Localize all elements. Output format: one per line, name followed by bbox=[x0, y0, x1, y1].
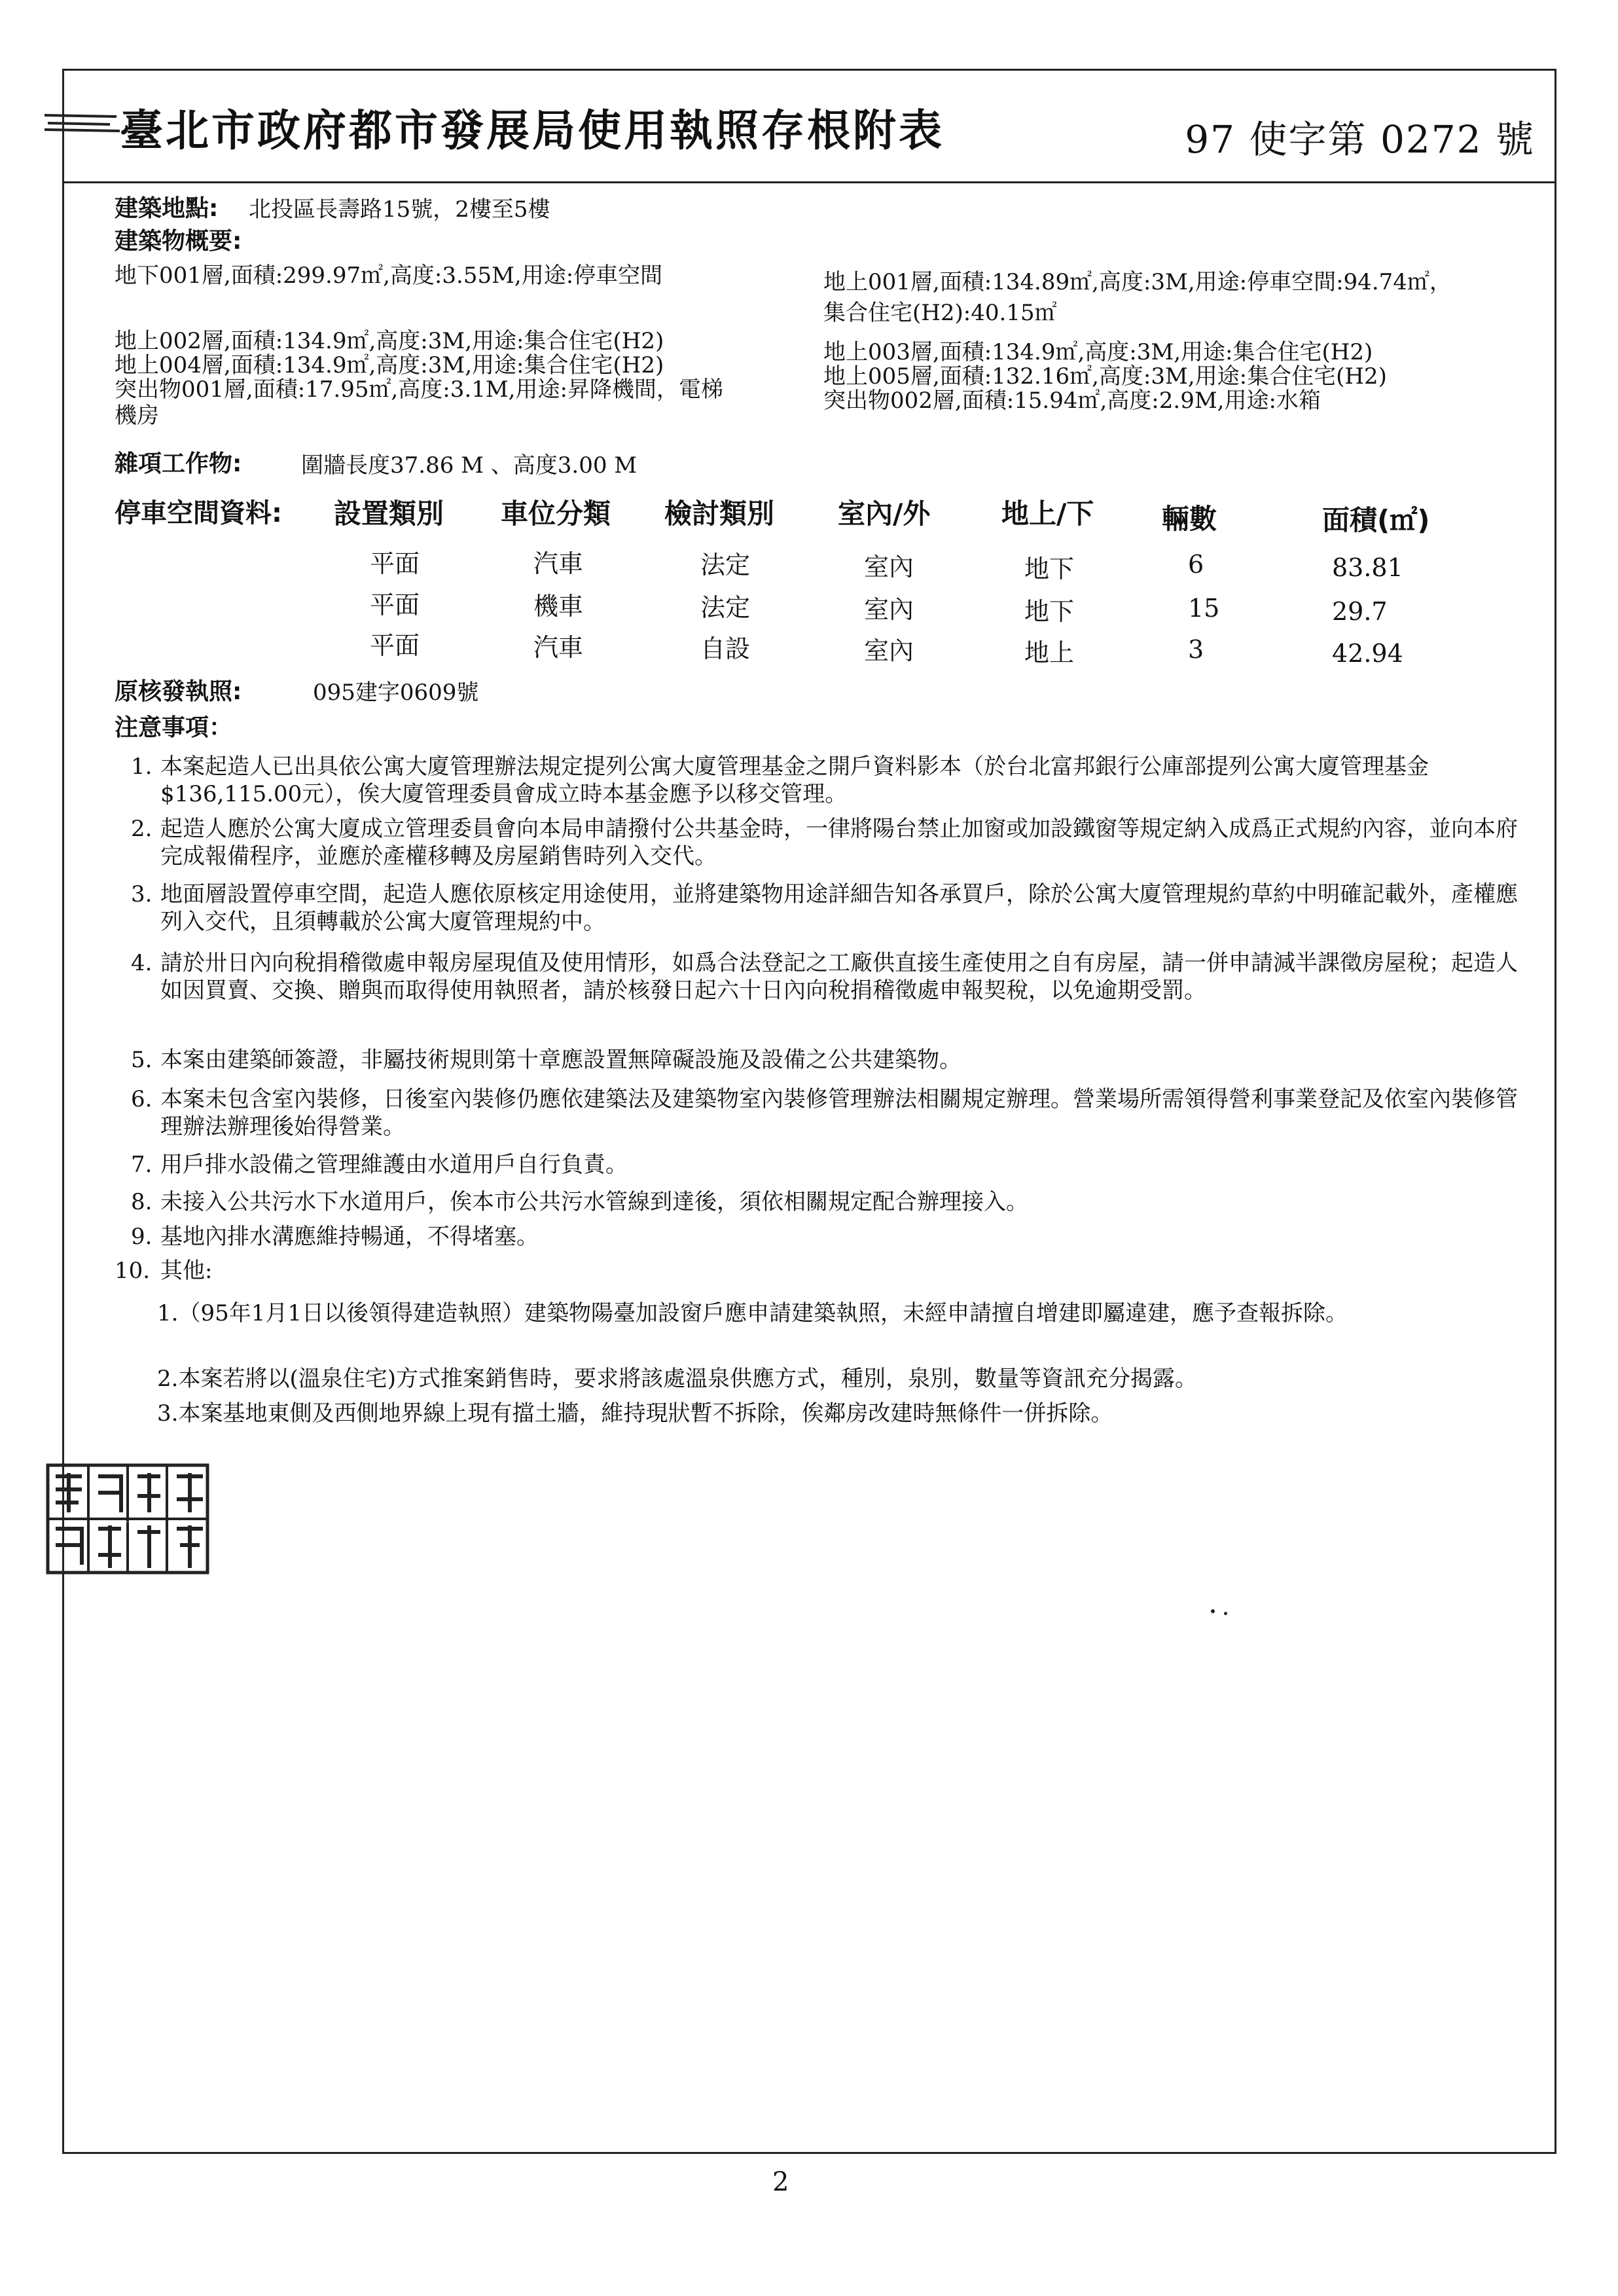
note-number: 6. bbox=[131, 1086, 153, 1112]
overview-left-line: 地下001層,面積:299.97㎡,高度:3.55M,用途:停車空間 bbox=[115, 263, 663, 289]
overview-right-line: 地上005層,面積:132.16㎡,高度:3M,用途:集合住宅(H2) bbox=[823, 363, 1387, 390]
overview-right-line: 地上003層,面積:134.9㎡,高度:3M,用途:集合住宅(H2) bbox=[823, 339, 1373, 365]
parking-cell: 室內 bbox=[864, 553, 914, 581]
note-text: 本案起造人已出具依公寓大廈管理辦法規定提列公寓大廈管理基金之開戶資料影本（於台北富邦銀行公庫部提列公寓大廈管理基金$136,115.00元），俟大廈管理委員會成立時本基金應予以移交管理。 bbox=[160, 754, 1429, 807]
permit-number: 97 使字第 0272 號 bbox=[1185, 117, 1535, 162]
parking-cell: 地上 bbox=[1024, 638, 1075, 667]
overview-label: 建築物概要: bbox=[115, 228, 242, 255]
note-text: 本案未包含室內裝修，日後室內裝修仍應依建築法及建築物室內裝修管理辦法相關規定辦理。營業場所需領得營利事業登記及依室內裝修管理辦法辦理後始得營業。 bbox=[160, 1086, 1518, 1140]
note-item bbox=[131, 1188, 1538, 1217]
document-title: 臺北市政府都市發展局使用執照存根附表 bbox=[120, 105, 944, 156]
note-text: 起造人應於公寓大廈成立管理委員會向本局申請撥付公共基金時，一律將陽台禁止加窗或加設鐵窗等規定納入成爲正式規約內容，並向本府完成報備程序，並應於產權移轉及房屋銷售時列入交代。 bbox=[160, 816, 1518, 869]
note-item bbox=[131, 1085, 1538, 1143]
parking-header: 設置類別 bbox=[334, 498, 444, 530]
scribble-mark-icon bbox=[45, 110, 123, 136]
parking-header: 地上/下 bbox=[1001, 498, 1094, 530]
parking-cell: 室內 bbox=[864, 636, 914, 665]
overview-left-line: 機房 bbox=[115, 403, 159, 429]
parking-cell: 平面 bbox=[370, 549, 420, 578]
sub-note-item bbox=[157, 1365, 1532, 1394]
parking-cell: 平面 bbox=[370, 631, 420, 660]
note-text: 請於卅日內向稅捐稽徵處申報房屋現值及使用情形，如爲合法登記之工廠供直接生產使用之自有房屋，請一併申請減半課徵房屋稅；起造人如因買賣、交換、贈與而取得使用執照者，請於核發日起六十日內向稅捐稽徵處申報契稅，以免逾期受罰。 bbox=[160, 950, 1518, 1004]
parking-cell: 地下 bbox=[1024, 597, 1075, 626]
note-number: 4. bbox=[131, 950, 153, 976]
sub-note-text: 1.（95年1月1日以後領得建造執照）建築物陽臺加設窗戶應申請建築執照，未經申請擅自增建即屬違建，應予查報拆除。 bbox=[157, 1300, 1348, 1326]
misc-value: 圍牆長度37.86 M 、高度3.00 M bbox=[301, 452, 638, 479]
parking-cell: 平面 bbox=[370, 591, 420, 619]
original-license-label: 原核發執照: bbox=[115, 678, 242, 705]
note-item bbox=[131, 753, 1538, 811]
parking-cell: 83.81 bbox=[1332, 553, 1403, 582]
note-item bbox=[131, 881, 1538, 938]
parking-cell: 法定 bbox=[700, 551, 751, 579]
page-number: 2 bbox=[772, 2167, 789, 2197]
parking-header: 室內/外 bbox=[838, 498, 931, 530]
note-number: 7. bbox=[131, 1152, 153, 1178]
parking-header: 車位分類 bbox=[501, 498, 611, 530]
note-item bbox=[131, 1223, 1538, 1252]
note-text: 本案由建築師簽證，非屬技術規則第十章應設置無障礙設施及設備之公共建築物。 bbox=[160, 1047, 962, 1073]
overview-left-line: 地上004層,面積:134.9㎡,高度:3M,用途:集合住宅(H2) bbox=[115, 352, 664, 378]
parking-cell: 15 bbox=[1188, 594, 1220, 623]
note-text: 地面層設置停車空間，起造人應依原核定用途使用，並將建築物用途詳細告知各承買戶，除於公寓大廈管理規約草約中明確記載外，產權應列入交代，且須轉載於公寓大廈管理規約中。 bbox=[160, 881, 1518, 935]
note-number: 2. bbox=[131, 816, 153, 842]
note-text: 其他: bbox=[160, 1258, 213, 1284]
scan-speck bbox=[1211, 1609, 1215, 1613]
parking-cell: 地下 bbox=[1024, 555, 1075, 583]
overview-left-line: 突出物001層,面積:17.95㎡,高度:3.1M,用途:昇降機間，電梯 bbox=[115, 376, 723, 403]
sub-note-item bbox=[157, 1400, 1532, 1429]
parking-header: 面積(㎡) bbox=[1322, 504, 1430, 536]
note-number: 5. bbox=[131, 1047, 153, 1073]
sub-note-text: 3.本案基地東側及西側地界線上現有擋土牆，維持現狀暫不拆除，俟鄰房改建時無條件一併拆除。 bbox=[157, 1400, 1113, 1427]
note-text: 用戶排水設備之管理維護由水道用戶自行負責。 bbox=[160, 1152, 628, 1178]
misc-label: 雜項工作物: bbox=[115, 450, 242, 477]
parking-cell: 42.94 bbox=[1332, 639, 1403, 668]
site-value: 北投區長壽路15號，2樓至5樓 bbox=[249, 196, 550, 223]
overview-left-line: 地上002層,面積:134.9㎡,高度:3M,用途:集合住宅(H2) bbox=[115, 328, 664, 354]
note-number: 3. bbox=[131, 881, 153, 907]
parking-cell: 29.7 bbox=[1332, 597, 1388, 626]
seal-lettering: 臺北市政府都市發展局 bbox=[124, 1522, 131, 1523]
parking-cell: 自設 bbox=[700, 634, 751, 663]
overview-right-line: 地上001層,面積:134.89㎡,高度:3M,用途:停車空間:94.74㎡， bbox=[823, 269, 1452, 295]
overview-right-line: 突出物002層,面積:15.94㎡,高度:2.9M,用途:水箱 bbox=[823, 388, 1321, 414]
parking-cell: 法定 bbox=[700, 593, 751, 622]
note-number: 8. bbox=[131, 1189, 153, 1215]
parking-cell: 室內 bbox=[864, 595, 914, 624]
note-text: 基地內排水溝應維持暢通，不得堵塞。 bbox=[160, 1224, 539, 1250]
parking-header: 輛數 bbox=[1162, 503, 1217, 535]
site-label: 建築地點: bbox=[115, 195, 219, 222]
note-item bbox=[131, 949, 1538, 1034]
note-item bbox=[131, 1046, 1538, 1075]
note-item bbox=[131, 1151, 1538, 1180]
parking-header: 檢討類別 bbox=[664, 498, 775, 530]
sub-note-item bbox=[157, 1300, 1532, 1355]
parking-label: 停車空間資料: bbox=[115, 498, 282, 528]
parking-cell: 汽車 bbox=[533, 549, 584, 578]
parking-cell: 6 bbox=[1188, 550, 1204, 579]
parking-cell: 機車 bbox=[533, 592, 584, 621]
scan-speck bbox=[1224, 1612, 1227, 1615]
overview-right-line: 集合住宅(H2):40.15㎡ bbox=[823, 300, 1057, 326]
original-license-value: 095建字0609號 bbox=[313, 680, 479, 706]
note-number: 10. bbox=[115, 1258, 151, 1284]
official-seal-icon bbox=[46, 1463, 209, 1575]
parking-cell: 3 bbox=[1188, 635, 1204, 664]
notes-label: 注意事項： bbox=[115, 714, 233, 741]
header-bar bbox=[64, 71, 1555, 183]
note-text: 未接入公共污水下水道用戶，俟本市公共污水管線到達後，須依相關規定配合辦理接入。 bbox=[160, 1189, 1028, 1215]
note-item bbox=[115, 1257, 1522, 1286]
parking-cell: 汽車 bbox=[533, 633, 584, 662]
sub-note-text: 2.本案若將以(溫泉住宅)方式推案銷售時，要求將該處溫泉供應方式，種別，泉別，數量等資訊充分揭露。 bbox=[157, 1366, 1197, 1392]
note-number: 1. bbox=[131, 754, 153, 780]
note-number: 9. bbox=[131, 1224, 153, 1250]
